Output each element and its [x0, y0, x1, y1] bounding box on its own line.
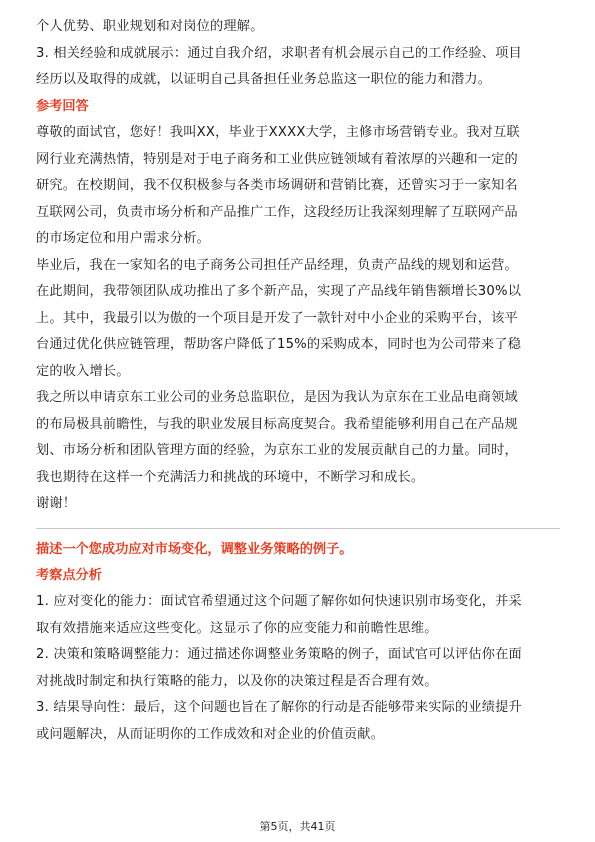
- question-title: 描述一个您成功应对市场变化，调整业务策略的例子。: [36, 541, 353, 557]
- answer-paragraph-1: [36, 120, 560, 253]
- paragraph-line: 研究。在校期间，我不仅积极参与各类市场调研和营销比赛，还曾实习于一家知名: [36, 178, 518, 193]
- reference-answer-heading: 参考回答: [36, 98, 89, 114]
- paragraph-line: 尊敬的面试官，您好！我叫XX，毕业于XXXX大学，主修市场营销专业。我对互联: [36, 125, 520, 140]
- list-item-line: 3. 相关经验和成就展示：通过自我介绍，求职者有机会展示自己的工作经验、项目: [36, 45, 522, 61]
- paragraph-line: 我也期待在这样一个充满活力和挑战的环境中，不断学习和成长。: [36, 469, 425, 485]
- section-divider: [36, 528, 560, 529]
- paragraph-line: 个人优势、职业规划和对岗位的理解。: [36, 19, 264, 34]
- list-item-line: 对挑战时制定和执行策略的能力，以及你的决策过程是否合理有效。: [36, 673, 438, 689]
- list-item-line: 取有效措施来适应这些变化。这显示了你的应变能力和前瞻性思维。: [36, 620, 438, 636]
- analysis-list: [36, 589, 560, 748]
- list-item-line: 或问题解决，从而证明你的工作成效和对企业的价值贡献。: [36, 726, 385, 742]
- paragraph-line: 互联网公司，负责市场分析和产品推广工作，这段经历让我深刻理解了互联网产品: [36, 204, 518, 220]
- list-item-line: 2. 决策和策略调整能力：通过描述你调整业务策略的例子，面试官可以评估你在面: [36, 647, 522, 662]
- document-page: [36, 14, 560, 748]
- page-number: 第5页，共41页: [259, 820, 336, 833]
- analysis-heading: 考察点分析: [36, 567, 102, 583]
- paragraph-line: 在此期间，我带领团队成功推出了多个新产品，实现了产品线年销售额增长30%以: [36, 284, 522, 299]
- paragraph-line: 毕业后，我在一家知名的电子商务公司担任产品经理，负责产品线的规划和运营。: [36, 257, 518, 273]
- paragraph-line: 网行业充满热情，特别是对于电子商务和工业供应链领域有着浓厚的兴趣和一定的: [36, 151, 518, 167]
- paragraph-line: 定的收入增长。: [36, 363, 130, 379]
- list-item-line: 1. 应对变化的能力：面试官希望通过这个问题了解你如何快速识别市场变化，并采: [36, 594, 522, 609]
- paragraph-line: 的市场定位和用户需求分析。: [36, 231, 211, 246]
- list-item-line: 经历以及取得的成就，以证明自己具备担任业务总监这一职位的能力和潜力。: [36, 72, 492, 87]
- paragraph-line: 划、市场分析和团队管理方面的经验，为京东工业的发展贡献自己的力量。同时，: [36, 443, 518, 458]
- closing-text: 谢谢！: [36, 496, 77, 511]
- paragraph-line: 台通过优化供应链管理，帮助客户降低了15%的采购成本，同时也为公司带来了稳: [36, 337, 522, 352]
- paragraph-line: 我之所以申请京东工业公司的业务总监职位，是因为我认为京东在工业品电商领域: [36, 390, 518, 405]
- list-item-line: 3. 结果导向性：最后，这个问题也旨在了解你的行动是否能够带来实际的业绩提升: [36, 700, 522, 715]
- answer-paragraph-2: [36, 253, 560, 386]
- paragraph-line: 上。其中，我最引以为傲的一个项目是开发了一款针对中小企业的采购平台，该平: [36, 310, 518, 326]
- answer-paragraph-3: [36, 385, 560, 491]
- paragraph-line: 的布局极具前瞻性，与我的职业发展目标高度契合。我希望能够利用自己在产品规: [36, 416, 518, 432]
